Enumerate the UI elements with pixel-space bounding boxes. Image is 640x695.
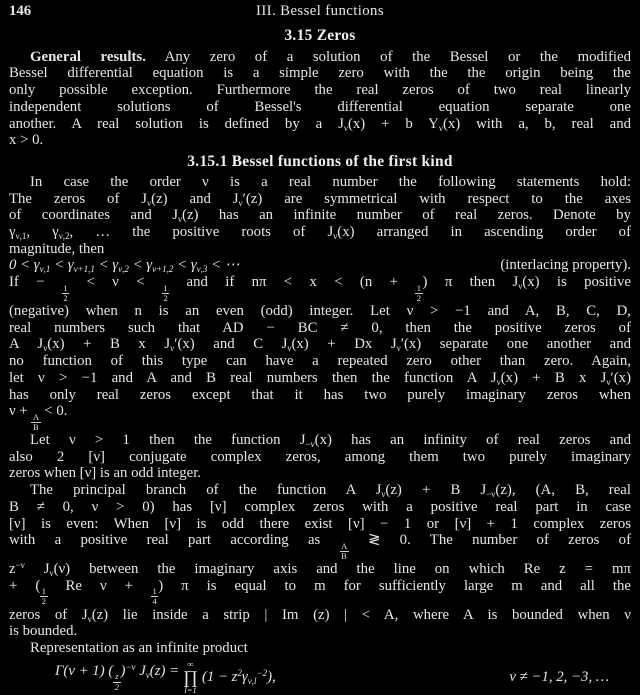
subsection-heading: 3.15.1 Bessel functions of the first kind: [187, 152, 453, 170]
text-line: real numbers such that AD − BC ≠ 0, then the positive zeros of: [9, 319, 631, 336]
text-line: ν + $\frac{A}{B}$ < 0.: [9, 403, 68, 432]
text-line: of coordinates and $J_\nu(z)$ has an infinite number of real zeros. Denote by: [9, 207, 631, 225]
product-formula-line: [9, 660, 631, 695]
book-page: [9, 3, 631, 695]
text-line: no function of this type can have a repeated zero other than zero. Again,: [9, 353, 631, 370]
text-line: zeros of $J_\nu(z)$ lie inside a strip | Im (z) | < A, where A is bounded when ν: [9, 606, 631, 624]
text-line: (negative) when n is an even (odd) integer. Let ν > −1 and A, B, C, D,: [9, 302, 631, 319]
text-line: + ( $\frac{1}{2}$ Re ν + $\frac{1}{4}$ ) π is equal to m for sufficiently large m and all the: [9, 577, 631, 607]
interlacing-formula: $0 < \gamma_{\nu,1} < \gamma_{\nu+1,1} < \gamma_{\nu,2} < \gamma_{\nu+1,2} < \gamma_{\nu,3}$ < ⋯: [9, 257, 240, 275]
page-header: [9, 3, 631, 20]
interlacing-line: [9, 257, 631, 274]
text-line: [ν] is even: When [ν] is odd there exist [ν] − 1 or [ν] + 1 complex zeros: [9, 515, 631, 532]
formula-condition: ν ≠ −1, 2, −3, …: [509, 668, 609, 685]
section-heading: 3.15 Zeros: [284, 26, 356, 44]
text-line: [9, 49, 631, 66]
text-line: x > 0.: [9, 132, 44, 149]
text-run: Any zero of a solution of the Bessel or the modified: [145, 48, 631, 65]
paragraph-lead: General results.: [30, 48, 146, 65]
interlacing-label: (interlacing property).: [500, 257, 631, 274]
text-line: A $J_\nu(x) + B$ x $J_\nu'(x)$ and C $J_\nu(x) + Dx$ $J_\nu'(x)$ separate one another and: [9, 336, 632, 354]
text-line: If − $\frac{1}{2}$ < ν < $\frac{1}{2}$ and if nπ < x < (n + $\frac{1}{2}$ ) π then $J_\nu(x)$ is positive: [9, 274, 631, 303]
first-kind-paragraph-4: [9, 482, 631, 640]
text-line: The principal branch of the function A $J_\nu(z) + B$ $J_{-\nu}(z)$, (A, B, real: [30, 482, 631, 500]
product-operator: [183, 660, 198, 695]
text-line: In case the order ν is a real number the following statements hold:: [30, 173, 631, 190]
formula-lhs: Γ(ν + 1) ( $\frac{z}{2}$ )$^{-\nu}$ $J_\nu(z)$ =: [55, 661, 180, 692]
text-line: Let ν > 1 then the function $J_{-\nu}(x)$ has an infinity of real zeros and: [30, 432, 631, 450]
text-line: another. A real solution is defined by a $J_\nu(x) + b$ $Y_\nu(x)$ with a, b, real and: [9, 115, 631, 133]
text-line: also 2 [ν] conjugate complex zeros, among them two purely imaginary: [9, 448, 631, 465]
text-line: The zeros of $J_\nu(z)$ and $J_\nu'(z)$ are symmetrical with respect to the axes: [9, 190, 632, 208]
text-line: magnitude, then: [9, 240, 105, 257]
text-line: with a positive real part according as $\frac{A}{B}$ ≷ 0. The number of zeros of: [9, 532, 631, 561]
text-line: B ≠ 0, ν > 0) has [ν] complex zeros with a positive real part in case: [9, 498, 631, 515]
text-line: zeros when [ν] is an odd integer.: [9, 465, 202, 482]
text-line: $\gamma_{\nu,1}$, $\gamma_{\nu,2}$, … the positive roots of $J_\nu(x)$ arranged in ascending order of: [9, 224, 631, 242]
running-title: III. Bessel functions: [256, 3, 384, 19]
text-line: has only real zeros except that it has two purely imaginary zeros when: [9, 386, 631, 403]
text-line: Bessel differential equation is a simple zero with the the origin being the: [9, 65, 631, 82]
header-spacer: [384, 3, 631, 20]
product-lower-limit: l=1: [184, 685, 197, 695]
infinite-product-caption: Representation as an infinite product: [30, 640, 248, 657]
text-line: independent solutions of Bessel's differential equation separate one: [9, 98, 631, 115]
general-results-paragraph: [9, 49, 631, 149]
first-kind-paragraph-2: [9, 274, 631, 432]
formula-rhs: $(1 - z^2\gamma_{\nu,l}^{-2})$,: [201, 667, 276, 686]
page-number: 146: [9, 3, 32, 19]
first-kind-paragraph-1: [9, 174, 631, 258]
product-symbol: ∏: [183, 667, 198, 688]
text-line: is bounded.: [9, 623, 78, 640]
first-kind-paragraph-3: [9, 432, 631, 482]
text-line: only possible exception. Furthermore the real zeros of two real linearly: [9, 82, 631, 99]
text-line: let ν > −1 and A and B real numbers then the function A $J_\nu(x) + B$ x $J_\nu'(x)$: [9, 369, 631, 387]
text-line: $z^{-\nu}$ $J_\nu(\nu)$ between the imaginary axis and the line on which Re z = mπ: [9, 560, 631, 579]
product-upper-limit: ∞: [187, 658, 194, 669]
